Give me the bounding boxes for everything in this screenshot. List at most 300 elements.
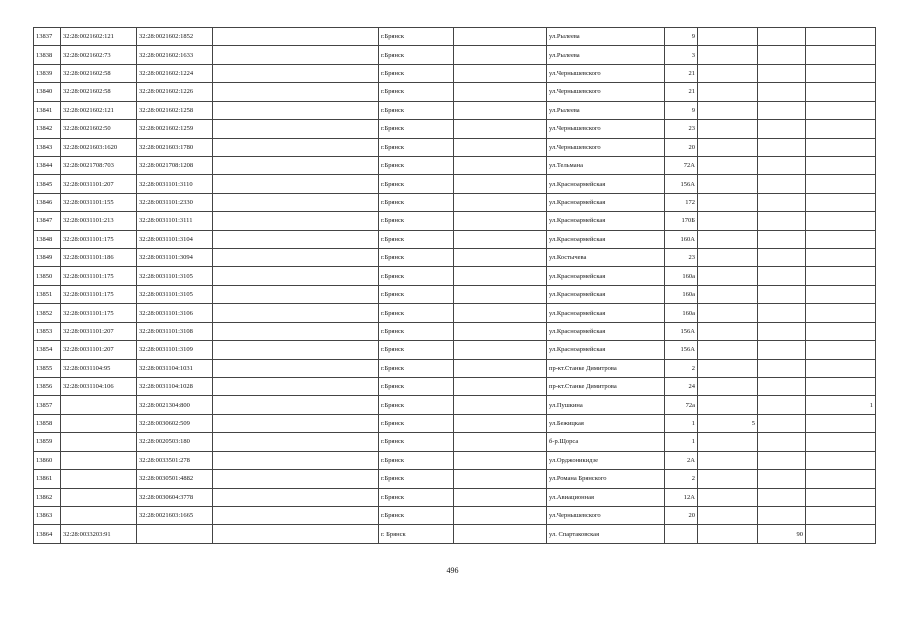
table-cell: 13842 bbox=[34, 120, 61, 138]
table-cell bbox=[61, 506, 137, 524]
table-cell: 32:28:0031101:175 bbox=[61, 285, 137, 303]
table-cell bbox=[758, 267, 806, 285]
table-cell: 32:28:0031101:3111 bbox=[137, 212, 213, 230]
table-cell: 13853 bbox=[34, 322, 61, 340]
table-cell bbox=[806, 359, 876, 377]
table-cell bbox=[454, 120, 547, 138]
table-cell: 13837 bbox=[34, 28, 61, 46]
table-cell bbox=[454, 285, 547, 303]
table-cell bbox=[806, 488, 876, 506]
table-cell bbox=[213, 525, 379, 544]
table-cell bbox=[758, 470, 806, 488]
table-cell bbox=[61, 488, 137, 506]
table-cell bbox=[758, 64, 806, 82]
table-cell: 32:28:0021602:121 bbox=[61, 101, 137, 119]
table-cell: ул.Романа Брянского bbox=[547, 470, 665, 488]
table-cell: г.Брянск bbox=[379, 249, 454, 267]
table-cell bbox=[698, 488, 758, 506]
table-cell: ул.Чернышевского bbox=[547, 506, 665, 524]
table-cell: г.Брянск bbox=[379, 304, 454, 322]
table-cell: 32:28:0021304:800 bbox=[137, 396, 213, 414]
table-cell: 23 bbox=[665, 120, 698, 138]
table-cell bbox=[698, 212, 758, 230]
table-row bbox=[34, 525, 876, 544]
table-cell: г.Брянск bbox=[379, 193, 454, 211]
table-cell bbox=[758, 46, 806, 64]
table-cell: 13864 bbox=[34, 525, 61, 544]
table-cell: 32:28:0031101:175 bbox=[61, 230, 137, 248]
table-cell bbox=[806, 83, 876, 101]
table-cell: 32:28:0031101:175 bbox=[61, 267, 137, 285]
table-cell bbox=[698, 138, 758, 156]
table-cell: 160а bbox=[665, 285, 698, 303]
table-cell: 13851 bbox=[34, 285, 61, 303]
table-cell bbox=[806, 378, 876, 396]
table-cell: 32:28:0031101:213 bbox=[61, 212, 137, 230]
table-cell: 160а bbox=[665, 267, 698, 285]
table-cell: 12А bbox=[665, 488, 698, 506]
table-row bbox=[34, 83, 876, 101]
table-cell: г.Брянск bbox=[379, 120, 454, 138]
table-cell: г.Брянск bbox=[379, 175, 454, 193]
table-cell: г.Брянск bbox=[379, 488, 454, 506]
table-cell: 32:28:0031101:186 bbox=[61, 249, 137, 267]
table-cell: 13843 bbox=[34, 138, 61, 156]
table-cell: 170Б bbox=[665, 212, 698, 230]
table-cell: 32:28:0020503:180 bbox=[137, 433, 213, 451]
table-cell: г.Брянск bbox=[379, 470, 454, 488]
register-table bbox=[33, 27, 876, 544]
table-cell bbox=[698, 83, 758, 101]
table-cell: 13849 bbox=[34, 249, 61, 267]
table-cell: 32:28:0021602:1852 bbox=[137, 28, 213, 46]
table-cell: ул.Бежицкая bbox=[547, 414, 665, 432]
table-cell bbox=[61, 451, 137, 469]
table-cell bbox=[454, 101, 547, 119]
table-cell: ул.Костычева bbox=[547, 249, 665, 267]
table-row bbox=[34, 120, 876, 138]
table-cell: г.Брянск bbox=[379, 451, 454, 469]
table-cell: г.Брянск bbox=[379, 156, 454, 174]
table-cell: г. Брянск bbox=[379, 525, 454, 544]
table-cell: 2 bbox=[665, 359, 698, 377]
table-cell: 32:28:0031104:1028 bbox=[137, 378, 213, 396]
table-cell: 90 bbox=[758, 525, 806, 544]
table-cell: 13857 bbox=[34, 396, 61, 414]
table-cell: 32:28:0021708:703 bbox=[61, 156, 137, 174]
table-row bbox=[34, 433, 876, 451]
table-row bbox=[34, 285, 876, 303]
table-cell bbox=[213, 285, 379, 303]
table-cell: 32:28:0031101:2330 bbox=[137, 193, 213, 211]
table-cell bbox=[454, 156, 547, 174]
table-cell bbox=[758, 506, 806, 524]
table-cell bbox=[213, 83, 379, 101]
table-cell bbox=[758, 156, 806, 174]
table-cell: 32:28:0030604:3778 bbox=[137, 488, 213, 506]
table-cell bbox=[213, 378, 379, 396]
table-cell: 13855 bbox=[34, 359, 61, 377]
table-cell: 3 bbox=[665, 46, 698, 64]
table-cell bbox=[61, 433, 137, 451]
table-cell: г.Брянск bbox=[379, 64, 454, 82]
table-cell bbox=[758, 451, 806, 469]
table-cell bbox=[213, 230, 379, 248]
table-cell: 32:28:0021602:58 bbox=[61, 83, 137, 101]
table-cell: 32:28:0031101:3105 bbox=[137, 285, 213, 303]
table-cell: 32:28:0030501:4882 bbox=[137, 470, 213, 488]
table-cell: г.Брянск bbox=[379, 230, 454, 248]
table-cell: 13852 bbox=[34, 304, 61, 322]
table-cell: 32:28:0021602:58 bbox=[61, 64, 137, 82]
table-cell: пр-кт.Станке Димитрова bbox=[547, 378, 665, 396]
table-cell: 172 bbox=[665, 193, 698, 211]
table-cell: 32:28:0031101:3104 bbox=[137, 230, 213, 248]
table-cell: 13860 bbox=[34, 451, 61, 469]
table-cell bbox=[806, 304, 876, 322]
table-cell bbox=[806, 193, 876, 211]
table-cell bbox=[758, 341, 806, 359]
table-cell: 21 bbox=[665, 83, 698, 101]
table-cell bbox=[454, 175, 547, 193]
table-cell: 32:28:0031101:3110 bbox=[137, 175, 213, 193]
table-cell bbox=[213, 433, 379, 451]
table-cell: 32:28:0031101:3106 bbox=[137, 304, 213, 322]
page-number: 496 bbox=[446, 566, 459, 575]
table-cell bbox=[454, 322, 547, 340]
table-cell bbox=[758, 322, 806, 340]
table-cell bbox=[698, 322, 758, 340]
table-cell bbox=[758, 212, 806, 230]
table-cell bbox=[454, 46, 547, 64]
table-cell: 32:28:0031104:106 bbox=[61, 378, 137, 396]
table-cell: г.Брянск bbox=[379, 433, 454, 451]
table-cell bbox=[213, 101, 379, 119]
table-cell bbox=[213, 64, 379, 82]
table-cell: г.Брянск bbox=[379, 83, 454, 101]
table-cell: 32:28:0021602:121 bbox=[61, 28, 137, 46]
table-cell: 13845 bbox=[34, 175, 61, 193]
table-cell: 13841 bbox=[34, 101, 61, 119]
table-row bbox=[34, 156, 876, 174]
table-cell bbox=[758, 230, 806, 248]
table-cell bbox=[454, 414, 547, 432]
table-cell: 32:28:0021602:1224 bbox=[137, 64, 213, 82]
table-cell: ул.Рылеева bbox=[547, 28, 665, 46]
table-cell: 32:28:0031101:3109 bbox=[137, 341, 213, 359]
table-cell bbox=[454, 470, 547, 488]
table-cell bbox=[698, 396, 758, 414]
table-cell: 72а bbox=[665, 396, 698, 414]
table-cell bbox=[758, 138, 806, 156]
table-cell bbox=[806, 230, 876, 248]
table-row bbox=[34, 322, 876, 340]
table-row bbox=[34, 378, 876, 396]
table-cell: г.Брянск bbox=[379, 46, 454, 64]
table-cell: 13848 bbox=[34, 230, 61, 248]
table-cell: 1 bbox=[665, 433, 698, 451]
table-row bbox=[34, 506, 876, 524]
table-cell bbox=[758, 83, 806, 101]
table-cell: 32:28:0031101:155 bbox=[61, 193, 137, 211]
table-row bbox=[34, 175, 876, 193]
table-cell bbox=[698, 64, 758, 82]
table-cell bbox=[61, 414, 137, 432]
table-cell bbox=[213, 120, 379, 138]
table-row bbox=[34, 212, 876, 230]
table-cell bbox=[61, 396, 137, 414]
table-cell bbox=[61, 470, 137, 488]
table-cell bbox=[806, 341, 876, 359]
table-cell bbox=[213, 451, 379, 469]
table-cell: 32:28:0031101:175 bbox=[61, 304, 137, 322]
table-cell: г.Брянск bbox=[379, 267, 454, 285]
table-cell bbox=[454, 267, 547, 285]
table-cell bbox=[213, 212, 379, 230]
table-cell: 32:28:0031104:95 bbox=[61, 359, 137, 377]
table-cell bbox=[758, 120, 806, 138]
table-cell bbox=[806, 101, 876, 119]
table-cell bbox=[213, 156, 379, 174]
table-cell bbox=[806, 212, 876, 230]
table-cell: 21 bbox=[665, 64, 698, 82]
table-cell: ул.Красноармейская bbox=[547, 175, 665, 193]
table-cell bbox=[806, 267, 876, 285]
table-cell: ул.Авиационная bbox=[547, 488, 665, 506]
table-cell bbox=[758, 285, 806, 303]
table-cell bbox=[758, 304, 806, 322]
table-cell: 13844 bbox=[34, 156, 61, 174]
table-cell: 9 bbox=[665, 101, 698, 119]
table-cell bbox=[454, 249, 547, 267]
table-cell bbox=[698, 304, 758, 322]
table-cell: ул.Чернышевского bbox=[547, 64, 665, 82]
table-cell bbox=[213, 341, 379, 359]
table-cell: 156А bbox=[665, 322, 698, 340]
table-cell: 20 bbox=[665, 506, 698, 524]
table-cell bbox=[213, 46, 379, 64]
table-cell: 13854 bbox=[34, 341, 61, 359]
table-cell bbox=[758, 488, 806, 506]
table-cell: б-р.Щорса bbox=[547, 433, 665, 451]
table-cell bbox=[758, 433, 806, 451]
table-cell bbox=[665, 525, 698, 544]
table-cell bbox=[213, 488, 379, 506]
table-cell: ул. Спартаковская bbox=[547, 525, 665, 544]
table-cell bbox=[213, 506, 379, 524]
table-cell bbox=[758, 175, 806, 193]
table-cell: ул.Тельмана bbox=[547, 156, 665, 174]
table-cell: 32:28:0031101:3108 bbox=[137, 322, 213, 340]
table-cell bbox=[806, 120, 876, 138]
table-cell bbox=[454, 506, 547, 524]
table-row bbox=[34, 396, 876, 414]
table-cell: 1 bbox=[806, 396, 876, 414]
table-row bbox=[34, 28, 876, 46]
table-cell bbox=[213, 193, 379, 211]
table-cell bbox=[213, 304, 379, 322]
table-cell: 13850 bbox=[34, 267, 61, 285]
table-cell: ул.Красноармейская bbox=[547, 212, 665, 230]
table-cell bbox=[758, 249, 806, 267]
table-cell: г.Брянск bbox=[379, 322, 454, 340]
table-cell: ул.Пушкина bbox=[547, 396, 665, 414]
table-cell: ул.Рылеева bbox=[547, 101, 665, 119]
table-row bbox=[34, 470, 876, 488]
table-cell bbox=[806, 433, 876, 451]
table-cell: 2А bbox=[665, 451, 698, 469]
table-cell: 32:28:0021603:1665 bbox=[137, 506, 213, 524]
table-cell bbox=[454, 341, 547, 359]
table-cell bbox=[758, 396, 806, 414]
table-cell: 32:28:0033501:278 bbox=[137, 451, 213, 469]
table-cell: 13858 bbox=[34, 414, 61, 432]
table-cell: ул.Красноармейская bbox=[547, 322, 665, 340]
table-cell: г.Брянск bbox=[379, 378, 454, 396]
table-cell bbox=[454, 359, 547, 377]
table-cell bbox=[454, 451, 547, 469]
table-cell bbox=[758, 193, 806, 211]
table-cell: 13840 bbox=[34, 83, 61, 101]
table-cell bbox=[806, 525, 876, 544]
table-cell bbox=[454, 304, 547, 322]
table-cell: 32:28:0030602:509 bbox=[137, 414, 213, 432]
table-cell: 32:28:0031101:3094 bbox=[137, 249, 213, 267]
table-cell: 13862 bbox=[34, 488, 61, 506]
table-cell bbox=[698, 525, 758, 544]
table-row bbox=[34, 46, 876, 64]
table-cell: 13861 bbox=[34, 470, 61, 488]
table-cell: ул.Рылеева bbox=[547, 46, 665, 64]
table-cell: г.Брянск bbox=[379, 414, 454, 432]
table-cell bbox=[454, 83, 547, 101]
table-cell: 32:28:0021602:1226 bbox=[137, 83, 213, 101]
table-cell: 32:28:0031101:207 bbox=[61, 341, 137, 359]
table-row bbox=[34, 341, 876, 359]
table-cell bbox=[698, 28, 758, 46]
table-cell: 156А bbox=[665, 341, 698, 359]
table-cell: 32:28:0021602:73 bbox=[61, 46, 137, 64]
table-cell: г.Брянск bbox=[379, 28, 454, 46]
table-cell bbox=[213, 175, 379, 193]
table-cell bbox=[698, 359, 758, 377]
table-cell bbox=[806, 451, 876, 469]
table-cell bbox=[137, 525, 213, 544]
table-cell bbox=[698, 506, 758, 524]
table-cell bbox=[454, 433, 547, 451]
table-cell: 32:28:0021602:50 bbox=[61, 120, 137, 138]
table-cell: 13859 bbox=[34, 433, 61, 451]
table-cell bbox=[806, 138, 876, 156]
table-cell: 32:28:0021603:1780 bbox=[137, 138, 213, 156]
table-row bbox=[34, 451, 876, 469]
table-cell bbox=[454, 230, 547, 248]
table-cell: 32:28:0021602:1258 bbox=[137, 101, 213, 119]
table-cell: ул.Красноармейская bbox=[547, 193, 665, 211]
table-cell bbox=[806, 28, 876, 46]
table-cell bbox=[698, 46, 758, 64]
table-cell bbox=[806, 249, 876, 267]
table-cell bbox=[806, 64, 876, 82]
table-row bbox=[34, 193, 876, 211]
table-cell: 32:28:0031101:207 bbox=[61, 175, 137, 193]
table-cell bbox=[806, 414, 876, 432]
table-cell: г.Брянск bbox=[379, 359, 454, 377]
table-cell bbox=[213, 267, 379, 285]
table-row bbox=[34, 488, 876, 506]
table-cell bbox=[758, 28, 806, 46]
table-cell: ул.Чернышевского bbox=[547, 138, 665, 156]
table-cell bbox=[454, 64, 547, 82]
table-cell: 13846 bbox=[34, 193, 61, 211]
table-cell bbox=[698, 285, 758, 303]
table-cell bbox=[213, 470, 379, 488]
table-cell bbox=[758, 414, 806, 432]
table-cell: 13856 bbox=[34, 378, 61, 396]
table-cell: 13838 bbox=[34, 46, 61, 64]
table-cell bbox=[698, 451, 758, 469]
table-cell bbox=[758, 378, 806, 396]
table-cell: 32:28:0021602:1633 bbox=[137, 46, 213, 64]
table-cell: 32:28:0033203:91 bbox=[61, 525, 137, 544]
table-cell: 24 bbox=[665, 378, 698, 396]
table-cell: ул.Красноармейская bbox=[547, 230, 665, 248]
table-cell bbox=[806, 46, 876, 64]
table-cell: г.Брянск bbox=[379, 212, 454, 230]
table-cell: 5 bbox=[698, 414, 758, 432]
table-cell bbox=[454, 138, 547, 156]
table-cell: 9 bbox=[665, 28, 698, 46]
table-cell bbox=[213, 138, 379, 156]
table-cell: ул.Красноармейская bbox=[547, 285, 665, 303]
table-cell bbox=[698, 120, 758, 138]
table-cell: ул.Чернышевского bbox=[547, 83, 665, 101]
table-row bbox=[34, 249, 876, 267]
table-cell bbox=[213, 396, 379, 414]
table-body bbox=[34, 28, 876, 544]
table-cell bbox=[454, 525, 547, 544]
table-cell: 2 bbox=[665, 470, 698, 488]
table-cell bbox=[213, 28, 379, 46]
table-cell: г.Брянск bbox=[379, 101, 454, 119]
table-row bbox=[34, 230, 876, 248]
table-cell bbox=[213, 414, 379, 432]
table-row bbox=[34, 64, 876, 82]
table-cell bbox=[698, 267, 758, 285]
table-cell bbox=[213, 249, 379, 267]
table-cell bbox=[806, 156, 876, 174]
table-row bbox=[34, 101, 876, 119]
table-cell bbox=[758, 101, 806, 119]
table-cell bbox=[698, 378, 758, 396]
table-cell bbox=[806, 506, 876, 524]
table-cell bbox=[806, 322, 876, 340]
table-cell: ул.Красноармейская bbox=[547, 304, 665, 322]
table-row bbox=[34, 414, 876, 432]
table-cell: 32:28:0021603:1620 bbox=[61, 138, 137, 156]
table-cell bbox=[698, 249, 758, 267]
table-cell: г.Брянск bbox=[379, 506, 454, 524]
table-cell bbox=[454, 212, 547, 230]
table-cell bbox=[698, 156, 758, 174]
table-cell: 13863 bbox=[34, 506, 61, 524]
table-cell: г.Брянск bbox=[379, 341, 454, 359]
table-cell bbox=[758, 359, 806, 377]
table-cell: ул.Красноармейская bbox=[547, 341, 665, 359]
table-cell: 160а bbox=[665, 304, 698, 322]
table-cell bbox=[454, 396, 547, 414]
table-row bbox=[34, 359, 876, 377]
